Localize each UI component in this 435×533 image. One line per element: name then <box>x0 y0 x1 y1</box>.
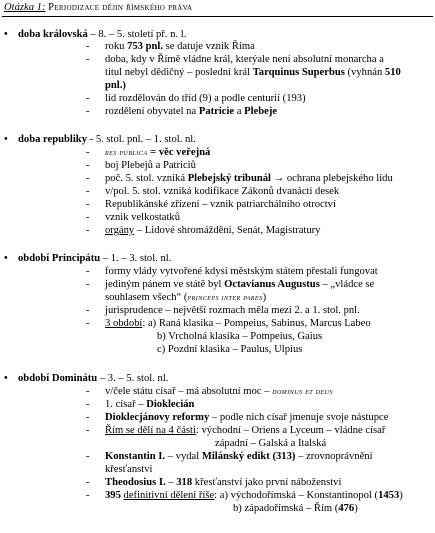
question-label: Otázka 1: <box>4 2 46 13</box>
section-heading-dominate: • období Dominátu – 3. – 5. stol. nl. <box>4 373 169 384</box>
section-heading-principate: • období Principátu – 1. – 3. stol. nl. <box>4 253 172 264</box>
list-item-continuation: titul nebyl dědičný – poslední král Tarquinus Superbus (vyhnán 510 <box>105 67 401 78</box>
section-heading-republic: • doba republiky - 5. stol. pnl. – 1. stol. nl. <box>4 134 196 145</box>
title-text: Periodizace dějin římského práva <box>48 2 193 13</box>
list-item-continuation: souhlasem všech“ (princeps inter pares) <box>105 292 267 303</box>
list-item-continuation: pnl.) <box>105 80 126 91</box>
bullet: • <box>4 29 8 40</box>
list-item-continuation: b) západořímská – Řím (476) <box>233 503 358 514</box>
bullet: • <box>4 373 8 384</box>
section-heading-royal: • doba královská – 8. – 5. století př. n. l. <box>4 29 187 40</box>
list-item-continuation: b) Vrcholná klasika – Pompeius, Gaius <box>157 331 323 342</box>
list-item-continuation: c) Pozdní klasika – Paulus, Ulpius <box>157 344 303 355</box>
list-item-continuation: křesťanství <box>105 464 153 475</box>
page-title <box>4 2 192 15</box>
bullet: • <box>4 134 8 145</box>
bullet: • <box>4 253 8 264</box>
list-item-continuation: západní – Galská a Italská <box>215 438 327 449</box>
title-rule <box>2 16 433 17</box>
document-page: Otázka 1: Periodizace dějin římského práva • doba královská – 8. – 5. století př. n. l. - roku 753 pnl. se datuje vznik Říma - doba, kdy v Římě vládne král, kterýale není absolutní monarcha a titul nebyl dědičný – poslední král Tarquinus Superbus (vyhnán 510 pnl.) - lid rozdělován do tříd (9) a podle centurií (193) - rozdělení obyvatel na Patricie a Plebeje • doba republiky - 5. stol. pnl. – 1. stol. nl. - res publica = věc veřejná - boj Plebejů a Patriciů - poč. 5. stol. vzniká Plebejský tribunál → ochrana plebejského lidu - v/pol. 5. stol. vzniká kodifikace Zákonů dvanácti desek - Republikánské zřízení – vznik patriarchálního otroctví - vznik velkostatků - orgány – Lidové shromáždění, Senát, Magistratury • období Principátu – 1. – 3. stol. nl. - formy vlády vytvořené kdysi městským státem přestali fungovat - jediným pánem ve státě byl Octavianus Augustus – „vládce se souhlasem všech“ (princeps inter pares) - jurisprudence – největší rozmach měla mezi 2. a 1. stol. pnl. - 3 období: a) Raná klasika – Pompeius, Sabinus, Marcus Labeo b) Vrcholná klasika – Pompeius, Gaius c) Pozdní klasika – Paulus, Ulpius • období Dominátu – 3. – 5. stol. nl. - v/čele státu císař – má absolutní moc – dominus et deus - 1. císař – Dioklecián - Dioklecjánovy reformy – podle nich císař jmenuje svoje nástupce - Řím se dělí na 4 části: východní – Oriens a Lyceum – vládne císař západní – Galská a Italská - Konstantin I. – vydal Milánský edikt (313) – zrovnoprávnění křesťanství - Theodosius I. – 318 křesťanství jako první náboženství - 395 definitivní dělení říše: a) východořímská – Konstantinopol (1453) b) západořímská – Řím (476) <box>0 0 435 533</box>
